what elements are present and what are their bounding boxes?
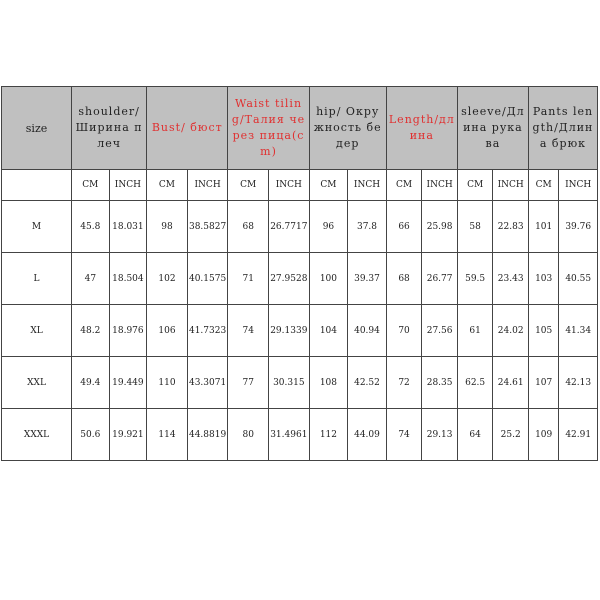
column-header-label: hip/ Окружность бедер	[313, 105, 382, 150]
value-cell: 77	[228, 357, 269, 409]
value-cell: 50.6	[72, 409, 110, 461]
value-cell: 62.5	[457, 357, 493, 409]
value-cell: 45.8	[72, 201, 110, 253]
value-cell: 38.5827	[187, 201, 228, 253]
table-row	[2, 409, 598, 461]
size-chart-table	[1, 86, 598, 461]
unit-inch: INCH	[269, 170, 310, 201]
value-cell: 68	[228, 201, 269, 253]
value-cell: 64	[457, 409, 493, 461]
value-cell: 27.9528	[269, 253, 310, 305]
unit-cm: CM	[72, 170, 110, 201]
value-cell: 29.13	[422, 409, 458, 461]
table-row	[2, 201, 598, 253]
value-cell: 98	[147, 201, 188, 253]
value-cell: 19.921	[109, 409, 147, 461]
value-cell: 42.52	[348, 357, 387, 409]
value-cell: 107	[528, 357, 558, 409]
column-header-label: shoulder/Ширина плеч	[75, 105, 143, 150]
unit-cm: CM	[457, 170, 493, 201]
column-header	[72, 87, 147, 170]
value-cell: 39.76	[559, 201, 598, 253]
value-cell: 22.83	[493, 201, 529, 253]
value-cell: 71	[228, 253, 269, 305]
value-cell: 70	[386, 305, 422, 357]
value-cell: 18.504	[109, 253, 147, 305]
value-cell: 72	[386, 357, 422, 409]
value-cell: 110	[147, 357, 188, 409]
value-cell: 40.94	[348, 305, 387, 357]
value-cell: 114	[147, 409, 188, 461]
value-cell: 24.02	[493, 305, 529, 357]
value-cell: 101	[528, 201, 558, 253]
column-header	[309, 87, 386, 170]
column-header	[457, 87, 528, 170]
column-header-label: Pants length/Длина брюк	[532, 105, 594, 150]
value-cell: 42.13	[559, 357, 598, 409]
value-cell: 43.3071	[187, 357, 228, 409]
value-cell: 59.5	[457, 253, 493, 305]
value-cell: 47	[72, 253, 110, 305]
value-cell: 18.031	[109, 201, 147, 253]
value-cell: 37.8	[348, 201, 387, 253]
unit-cm: CM	[228, 170, 269, 201]
column-header-label: sleeve/Длина рукава	[461, 105, 525, 150]
size-cell: XXL	[2, 357, 72, 409]
unit-cm: CM	[528, 170, 558, 201]
value-cell: 26.7717	[269, 201, 310, 253]
value-cell: 42.91	[559, 409, 598, 461]
value-cell: 19.449	[109, 357, 147, 409]
value-cell: 74	[386, 409, 422, 461]
value-cell: 103	[528, 253, 558, 305]
value-cell: 102	[147, 253, 188, 305]
size-cell: L	[2, 253, 72, 305]
header-row	[2, 87, 598, 170]
value-cell: 100	[309, 253, 348, 305]
value-cell: 27.56	[422, 305, 458, 357]
column-header	[386, 87, 457, 170]
size-header: size	[2, 87, 72, 170]
value-cell: 49.4	[72, 357, 110, 409]
unit-cm: CM	[309, 170, 348, 201]
value-cell: 106	[147, 305, 188, 357]
column-header	[147, 87, 228, 170]
unit-inch: INCH	[493, 170, 529, 201]
value-cell: 74	[228, 305, 269, 357]
unit-inch: INCH	[422, 170, 458, 201]
size-cell: XL	[2, 305, 72, 357]
value-cell: 26.77	[422, 253, 458, 305]
value-cell: 96	[309, 201, 348, 253]
unit-cm: CM	[386, 170, 422, 201]
value-cell: 31.4961	[269, 409, 310, 461]
unit-inch: INCH	[187, 170, 228, 201]
unit-inch: INCH	[348, 170, 387, 201]
column-header-label: Bust/ бюст	[151, 121, 223, 134]
column-header	[228, 87, 309, 170]
value-cell: 109	[528, 409, 558, 461]
value-cell: 28.35	[422, 357, 458, 409]
value-cell: 44.8819	[187, 409, 228, 461]
table-row	[2, 357, 598, 409]
value-cell: 39.37	[348, 253, 387, 305]
value-cell: 61	[457, 305, 493, 357]
value-cell: 18.976	[109, 305, 147, 357]
value-cell: 41.34	[559, 305, 598, 357]
column-header	[528, 87, 597, 170]
value-cell: 25.2	[493, 409, 529, 461]
value-cell: 25.98	[422, 201, 458, 253]
value-cell: 48.2	[72, 305, 110, 357]
unit-inch: INCH	[559, 170, 598, 201]
value-cell: 40.55	[559, 253, 598, 305]
value-cell: 104	[309, 305, 348, 357]
unit-inch: INCH	[109, 170, 147, 201]
size-cell: XXXL	[2, 409, 72, 461]
value-cell: 112	[309, 409, 348, 461]
value-cell: 66	[386, 201, 422, 253]
table-row	[2, 253, 598, 305]
value-cell: 24.61	[493, 357, 529, 409]
value-cell: 23.43	[493, 253, 529, 305]
unit-blank	[2, 170, 72, 201]
unit-cm: CM	[147, 170, 188, 201]
value-cell: 108	[309, 357, 348, 409]
value-cell: 40.1575	[187, 253, 228, 305]
value-cell: 44.09	[348, 409, 387, 461]
table-row	[2, 305, 598, 357]
value-cell: 80	[228, 409, 269, 461]
value-cell: 105	[528, 305, 558, 357]
value-cell: 29.1339	[269, 305, 310, 357]
column-header-label: Waist tiling/Талия через пица(cm)	[231, 97, 306, 158]
unit-row	[2, 170, 598, 201]
size-cell: M	[2, 201, 72, 253]
value-cell: 68	[386, 253, 422, 305]
value-cell: 58	[457, 201, 493, 253]
value-cell: 30.315	[269, 357, 310, 409]
value-cell: 41.7323	[187, 305, 228, 357]
column-header-label: Length/длина	[388, 113, 455, 142]
